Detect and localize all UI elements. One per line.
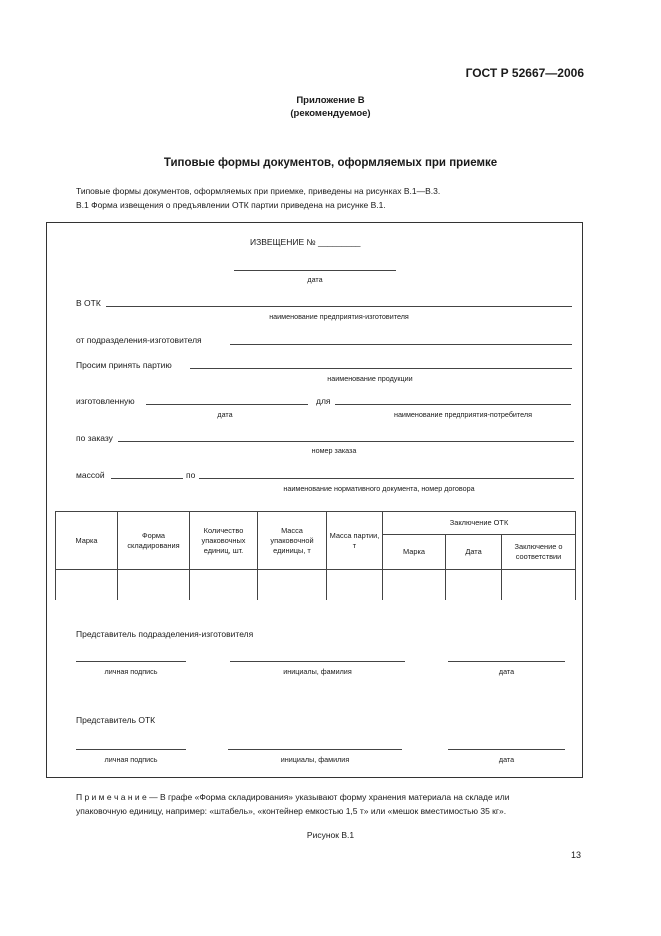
table-cell[interactable]: [258, 570, 327, 600]
consumer-line: [335, 404, 571, 405]
order-caption: номер заказа: [311, 446, 357, 455]
rep-manufacturer-name-line: [230, 661, 405, 662]
col-header-mark: Марка: [56, 512, 118, 570]
for-label: для: [316, 396, 331, 406]
col-header-batch-mass: Масса партии, т: [327, 512, 383, 570]
figure-caption: Рисунок В.1: [306, 830, 355, 840]
order-line: [118, 441, 574, 442]
rep-manufacturer-label: Представитель подразделения-изготовителя: [76, 629, 254, 639]
request-caption: наименование продукции: [327, 374, 413, 383]
date-line: [234, 270, 396, 271]
rep-otk-date-line: [448, 749, 565, 750]
rep-otk-label: Представитель ОТК: [76, 715, 156, 725]
mass-by-label: по: [186, 470, 196, 480]
table-cell[interactable]: [327, 570, 383, 600]
table-cell[interactable]: [383, 570, 446, 600]
page-title: Типовые формы документов, оформляемых при приемке: [163, 157, 498, 169]
order-label: по заказу: [76, 433, 113, 443]
col-header-otk-date: Дата: [446, 535, 502, 570]
rep-manufacturer-date-line: [448, 661, 565, 662]
note-line-1: П р и м е ч а н и е — В графе «Форма складирования» указывают форму хранения материала на складе или: [76, 792, 510, 802]
normative-doc-line: [199, 478, 574, 479]
request-line: [190, 368, 572, 369]
rep-otk-sign-line: [76, 749, 186, 750]
from-department-label: от подразделения-изготовителя: [76, 335, 202, 345]
rep-otk-name-caption: инициалы, фамилия: [280, 755, 350, 764]
table-row: [56, 570, 576, 600]
made-date-line: [146, 404, 308, 405]
mass-caption: наименование нормативного документа, номер договора: [283, 484, 475, 493]
col-header-storage-form: Форма складирования: [118, 512, 190, 570]
made-label: изготовленную: [76, 396, 135, 406]
request-label: Просим принять партию: [76, 360, 172, 370]
to-otk-label: В ОТК: [76, 298, 101, 308]
appendix-title: Приложение В: [296, 95, 365, 106]
rep-manufacturer-name-caption: инициалы, фамилия: [283, 667, 352, 676]
table-cell[interactable]: [190, 570, 258, 600]
col-header-package-mass: Масса упаковочной единицы, т: [258, 512, 327, 570]
appendix-subtitle: (рекомендуемое): [290, 108, 371, 119]
rep-otk-date-caption: дата: [498, 755, 515, 764]
intro-line-2: В.1 Форма извещения о предъявлении ОТК партии приведена на рисунке В.1.: [76, 200, 386, 210]
note-line-2: упаковочную единицу, например: «штабель», «контейнер емкостью 1,5 т» или «мешок вместимостью 35 кг».: [76, 806, 507, 816]
table-cell[interactable]: [502, 570, 576, 600]
rep-manufacturer-date-caption: дата: [498, 667, 515, 676]
rep-otk-name-line: [228, 749, 402, 750]
rep-manufacturer-sign-caption: личная подпись: [104, 667, 158, 676]
rep-otk-sign-caption: личная подпись: [104, 755, 158, 764]
rep-manufacturer-sign-line: [76, 661, 186, 662]
col-header-conformity: Заключение о соответствии: [502, 535, 576, 570]
from-department-line: [230, 344, 572, 345]
table-cell[interactable]: [118, 570, 190, 600]
col-header-package-count: Количество упаковочных единиц, шт.: [190, 512, 258, 570]
col-header-otk-mark: Марка: [383, 535, 446, 570]
date-caption: дата: [307, 275, 323, 284]
table-cell[interactable]: [446, 570, 502, 600]
table-cell[interactable]: [56, 570, 118, 600]
notice-title: ИЗВЕЩЕНИЕ № _________: [250, 237, 361, 247]
intro-line-1: Типовые формы документов, оформляемых при приемке, приведены на рисунках В.1—В.3.: [76, 186, 441, 196]
mass-label: массой: [76, 470, 105, 480]
page-number: 13: [571, 850, 582, 860]
to-otk-line: [106, 306, 572, 307]
standard-number: ГОСТ Р 52667—2006: [465, 66, 584, 80]
to-otk-caption: наименование предприятия-изготовителя: [269, 312, 409, 321]
made-date-caption: дата: [217, 410, 233, 419]
mass-line: [111, 478, 183, 479]
otk-table: [55, 511, 576, 600]
col-group-header-otk-conclusion: Заключение ОТК: [383, 512, 576, 535]
consumer-caption: наименование предприятия-потребителя: [393, 410, 533, 419]
